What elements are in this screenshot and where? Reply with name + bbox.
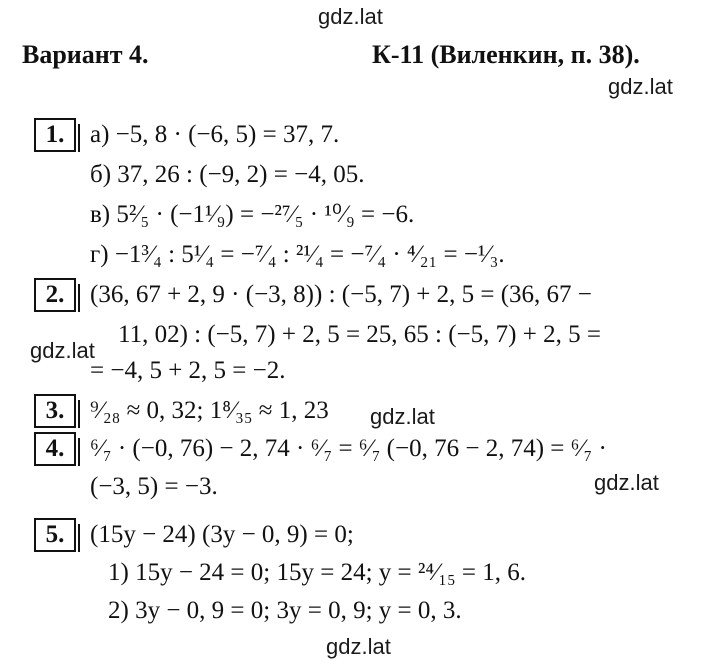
- task-number: 5.: [34, 518, 76, 552]
- solution-line: 11, 02) : (−5, 7) + 2, 5 = 25, 65 : (−5, 7) + 2, 5 =: [118, 321, 601, 348]
- solution-line: а) −5, 8 · (−6, 5) = 37, 7.: [90, 121, 340, 148]
- solution-line: ⁹⁄₂₈ ≈ 0, 32; 1⁸⁄₃₅ ≈ 1, 23: [90, 397, 329, 424]
- test-reference: К-11 (Виленкин, п. 38).: [372, 40, 640, 69]
- watermark: gdz.lat: [318, 4, 383, 29]
- watermark: gdz.lat: [30, 338, 95, 363]
- solution-line: в) 5²⁄₅ · (−1¹⁄₉) = −²⁷⁄₅ · ¹⁰⁄₉ = −6.: [90, 201, 415, 228]
- solution-line: = −4, 5 + 2, 5 = −2.: [90, 357, 286, 384]
- solution-line: (−3, 5) = −3.: [90, 473, 218, 500]
- solution-line: ⁶⁄₇ · (−0, 76) − 2, 74 · ⁶⁄₇ = ⁶⁄₇ (−0, 76 − 2, 74) = ⁶⁄₇ ·: [90, 435, 607, 462]
- solution-line: 1) 15y − 24 = 0; 15y = 24; y = ²⁴⁄₁₅ = 1, 6.: [108, 559, 527, 586]
- task-number: 1.: [34, 118, 76, 152]
- solution-line: (15y − 24) (3y − 0, 9) = 0;: [90, 521, 354, 548]
- variant-title: Вариант 4.: [22, 40, 149, 69]
- watermark: gdz.lat: [326, 634, 391, 659]
- task-number: 4.: [34, 432, 76, 466]
- solution-line: 2) 3y − 0, 9 = 0; 3y = 0, 9; y = 0, 3.: [108, 597, 462, 624]
- watermark: gdz.lat: [370, 404, 435, 429]
- task-number: 3.: [34, 394, 76, 428]
- watermark: gdz.lat: [608, 74, 673, 99]
- solution-line: б) 37, 26 : (−9, 2) = −4, 05.: [90, 161, 365, 188]
- solution-line: г) −1³⁄₄ : 5¹⁄₄ = −⁷⁄₄ : ²¹⁄₄ = −⁷⁄₄ · ⁴⁄₂₁ = −¹⁄₃.: [90, 241, 505, 268]
- task-number: 2.: [34, 278, 76, 312]
- watermark: gdz.lat: [594, 470, 659, 495]
- solution-line: (36, 67 + 2, 9 · (−3, 8)) : (−5, 7) + 2, 5 = (36, 67 −: [90, 281, 592, 308]
